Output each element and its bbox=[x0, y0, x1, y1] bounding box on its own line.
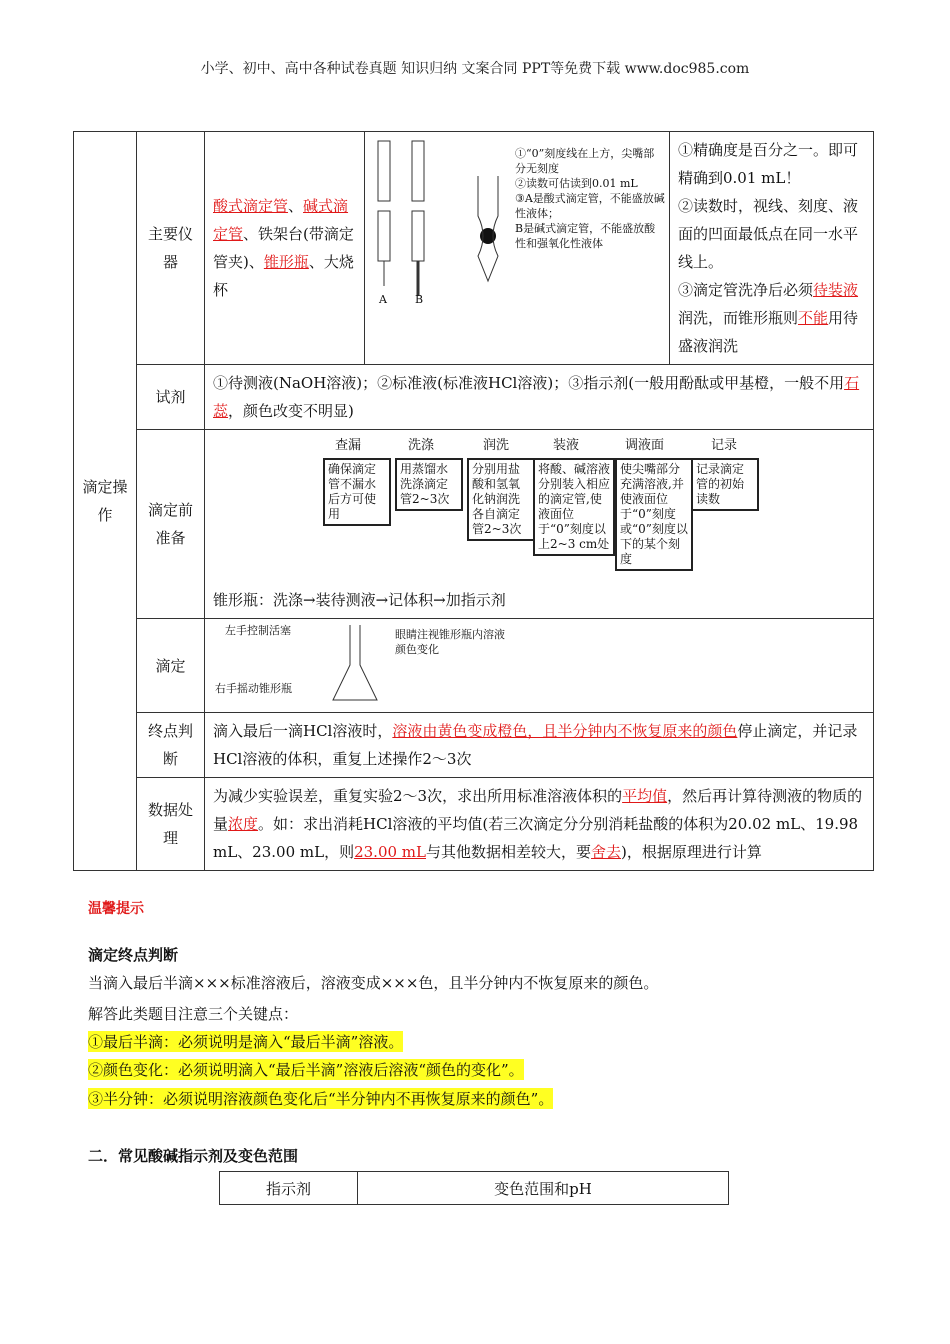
section2-title: 二．常见酸碱指示剂及变色范围 bbox=[88, 1147, 299, 1165]
prep-label: 滴定前准备 bbox=[137, 430, 205, 619]
figure-note: ①“0”刻度线在上方，尖嘴部分无刻度 bbox=[515, 147, 655, 175]
notes-hl2: ②颜色变化：必须说明滴入“最后半滴”溶液后溶液“颜色的变化”。 bbox=[88, 1061, 524, 1079]
flow-step: 记录 bbox=[711, 438, 738, 453]
data-label: 数据处理 bbox=[137, 778, 205, 871]
notes-title: 滴定终点判断 bbox=[88, 946, 179, 964]
flask-drawing bbox=[325, 625, 385, 705]
indicator-table bbox=[219, 1171, 729, 1205]
data-text: 为减少实验误差，重复实验2～3次，求出所用标准溶液体积的平均值，然后再计算待测液的物质的量浓度。如：求出消耗HCl溶液的平均值(若三次滴定分分别消耗盐酸的体积为20.02 mL、19.98 mL、23.00 mL，则23.00 mL与其他数据相差较大，要舍去)，根据原理进行计算 bbox=[205, 778, 874, 871]
left-hand-note: 左手控制活塞 bbox=[225, 624, 291, 637]
burette-figure bbox=[365, 132, 670, 365]
notes-hl1: ①最后半滴：必须说明是滴入“最后半滴”溶液。 bbox=[88, 1033, 404, 1051]
endpoint-text: 滴入最后一滴HCl溶液时，溶液由黄色变成橙色，且半分钟内不恢复原来的颜色停止滴定，并记录HCl溶液的体积，重复上述操作2～3次 bbox=[205, 713, 874, 778]
range-col-header: 变色范围和pH bbox=[358, 1172, 729, 1205]
left-label: 滴定操作 bbox=[74, 132, 137, 871]
right-hand-note: 右手摇动锥形瓶 bbox=[215, 682, 292, 695]
reagent-text: ①待测液(NaOH溶液)；②标准液(标准液HCl溶液)；③指示剂(一般用酚酞或甲基橙，一般不用石蕊，颜色改变不明显) bbox=[205, 365, 874, 430]
label-b: B bbox=[415, 293, 424, 306]
flow-box: 记录滴定管的初始读数 bbox=[691, 458, 759, 511]
flow-box: 分别用盐酸和氢氧化钠润洗各自滴定管2~3次 bbox=[467, 458, 535, 541]
figure-note: ②读数可估读到0.01 mL bbox=[515, 177, 638, 190]
flow-step: 查漏 bbox=[335, 438, 362, 453]
label-a: A bbox=[379, 293, 387, 306]
instruments-label: 主要仪器 bbox=[137, 132, 205, 365]
eyes-note: 眼睛注视锥形瓶内溶液颜色变化 bbox=[395, 628, 505, 656]
instruments-list: 酸式滴定管、碱式滴定管、铁架台(带滴定管夹)、锥形瓶、大烧杯 bbox=[205, 132, 365, 365]
notes-line1: 当滴入最后半滴×××标准溶液后，溶液变成×××色，且半分钟内不恢复原来的颜色。 bbox=[88, 974, 659, 992]
flow-box: 用蒸馏水洗涤滴定管2~3次 bbox=[395, 458, 463, 511]
reagent-label: 试剂 bbox=[137, 365, 205, 430]
flow-step: 洗涤 bbox=[408, 438, 435, 453]
page-header: 小学、初中、高中各种试卷真题 知识归纳 文案合同 PPT等免费下载 www.doc985.com bbox=[200, 61, 750, 77]
notes-hl3: ③半分钟：必须说明溶液颜色变化后“半分钟内不再恢复原来的颜色”。 bbox=[88, 1090, 554, 1108]
figure-note: ③A是酸式滴定管，不能盛放碱性液体； bbox=[515, 192, 665, 220]
tip-2: ②读数时，视线、刻度、液面的凹面最低点在同一水平线上。 bbox=[678, 197, 859, 271]
instrument-tips bbox=[670, 132, 874, 365]
titration-label: 滴定 bbox=[137, 619, 205, 713]
indicator-col-header: 指示剂 bbox=[220, 1172, 358, 1205]
titration-figure bbox=[205, 619, 874, 713]
flow-box: 使尖嘴部分充满溶液,并使液面位于“0”刻度或“0”刻度以下的某个刻度 bbox=[615, 458, 693, 571]
flow-step: 润洗 bbox=[483, 438, 510, 453]
burette-drawing bbox=[370, 136, 510, 316]
flow-box: 确保滴定管不漏水后方可使用 bbox=[323, 458, 391, 526]
flow-step: 装液 bbox=[553, 438, 580, 453]
flask-steps: 锥形瓶：洗涤→装待测液→记体积→加指示剂 bbox=[213, 591, 506, 609]
figure-note: B是碱式滴定管，不能盛放酸性和强氧化性液体 bbox=[515, 222, 656, 250]
notes-line2: 解答此类题目注意三个关键点： bbox=[88, 1005, 299, 1023]
flow-box: 将酸、碱溶液分别装入相应的滴定管,使液面位于“0”刻度以上2~3 cm处 bbox=[533, 458, 615, 556]
tip-3: ③滴定管洗净后必须待装液润洗，而锥形瓶则不能用待盛液润洗 bbox=[678, 281, 859, 355]
endpoint-label: 终点判断 bbox=[137, 713, 205, 778]
titration-table bbox=[73, 131, 874, 871]
flow-step: 调液面 bbox=[625, 438, 665, 453]
prep-flow bbox=[205, 430, 874, 619]
tip-1: ①精确度是百分之一。即可精确到0.01 mL！ bbox=[678, 141, 859, 187]
tip-badge: 温馨提示 bbox=[88, 901, 144, 917]
